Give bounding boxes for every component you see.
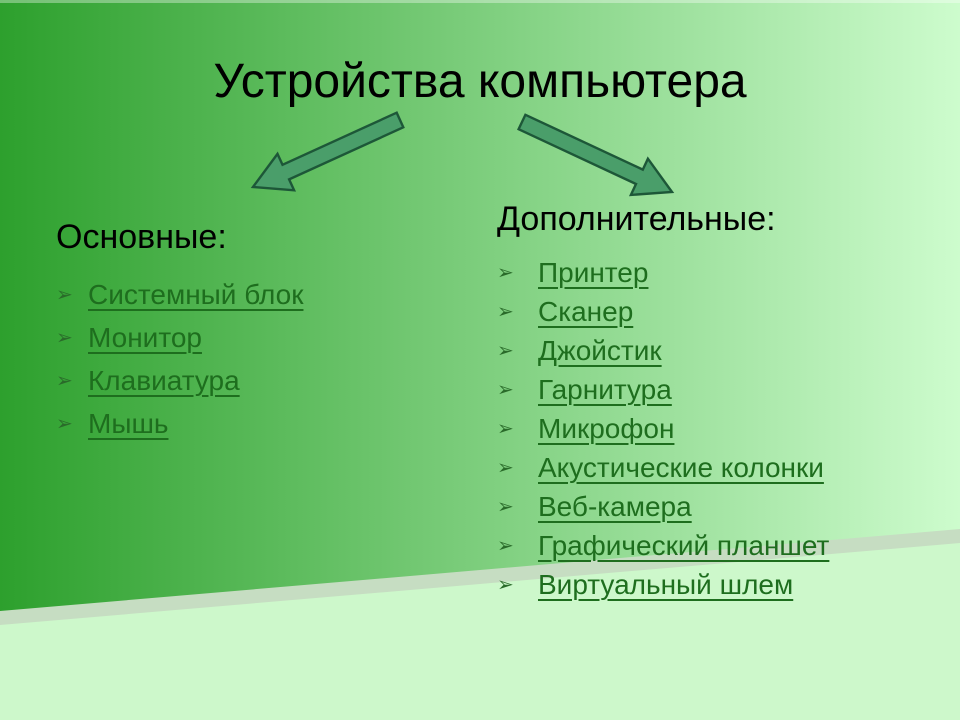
bullet-arrowhead-icon: ➢ bbox=[56, 412, 73, 435]
device-link[interactable]: Графический планшет bbox=[538, 529, 830, 561]
arrow-down-left-icon bbox=[253, 113, 403, 191]
main-devices-list bbox=[56, 273, 456, 445]
main-devices-heading: Основные: bbox=[56, 218, 227, 256]
device-list-item bbox=[497, 292, 937, 331]
device-link[interactable]: Акустические колонки bbox=[538, 451, 824, 483]
additional-devices-list bbox=[497, 253, 937, 604]
device-list-item bbox=[56, 359, 456, 402]
device-link[interactable]: Монитор bbox=[88, 321, 202, 353]
slide-title: Устройства компьютера bbox=[213, 55, 747, 108]
bullet-arrowhead-icon: ➢ bbox=[56, 369, 73, 392]
device-link[interactable]: Клавиатура bbox=[88, 364, 240, 396]
bullet-arrowhead-icon: ➢ bbox=[56, 326, 73, 349]
device-link[interactable]: Системный блок bbox=[88, 278, 304, 310]
bullet-arrowhead-icon: ➢ bbox=[497, 495, 514, 518]
device-list-item bbox=[497, 526, 937, 565]
device-list-item bbox=[497, 448, 937, 487]
device-list-item bbox=[56, 316, 456, 359]
bullet-arrowhead-icon: ➢ bbox=[497, 534, 514, 557]
bullet-arrowhead-icon: ➢ bbox=[497, 573, 514, 596]
device-link[interactable]: Сканер bbox=[538, 295, 634, 327]
main-devices-section bbox=[56, 218, 456, 445]
device-list-item bbox=[497, 487, 937, 526]
device-link[interactable]: Веб-камера bbox=[538, 490, 692, 522]
device-list-item bbox=[56, 273, 456, 316]
device-link[interactable]: Гарнитура bbox=[538, 373, 672, 405]
bullet-arrowhead-icon: ➢ bbox=[497, 456, 514, 479]
device-link[interactable]: Джойстик bbox=[538, 334, 662, 366]
additional-devices-heading: Дополнительные: bbox=[497, 200, 776, 238]
bullet-arrowhead-icon: ➢ bbox=[497, 378, 514, 401]
device-list-item bbox=[56, 402, 456, 445]
device-link[interactable]: Мышь bbox=[88, 407, 169, 439]
bullet-arrowhead-icon: ➢ bbox=[497, 339, 514, 362]
bullet-arrowhead-icon: ➢ bbox=[497, 261, 514, 284]
arrow-down-right-icon bbox=[519, 115, 672, 195]
device-link[interactable]: Принтер bbox=[538, 256, 649, 288]
device-link[interactable]: Виртуальный шлем bbox=[538, 568, 794, 600]
device-list-item bbox=[497, 370, 937, 409]
device-list-item bbox=[497, 253, 937, 292]
device-list-item bbox=[497, 331, 937, 370]
bullet-arrowhead-icon: ➢ bbox=[56, 283, 73, 306]
device-list-item bbox=[497, 565, 937, 604]
additional-devices-section bbox=[497, 200, 937, 604]
bullet-arrowhead-icon: ➢ bbox=[497, 417, 514, 440]
device-list-item bbox=[497, 409, 937, 448]
bullet-arrowhead-icon: ➢ bbox=[497, 300, 514, 323]
device-link[interactable]: Микрофон bbox=[538, 412, 675, 444]
